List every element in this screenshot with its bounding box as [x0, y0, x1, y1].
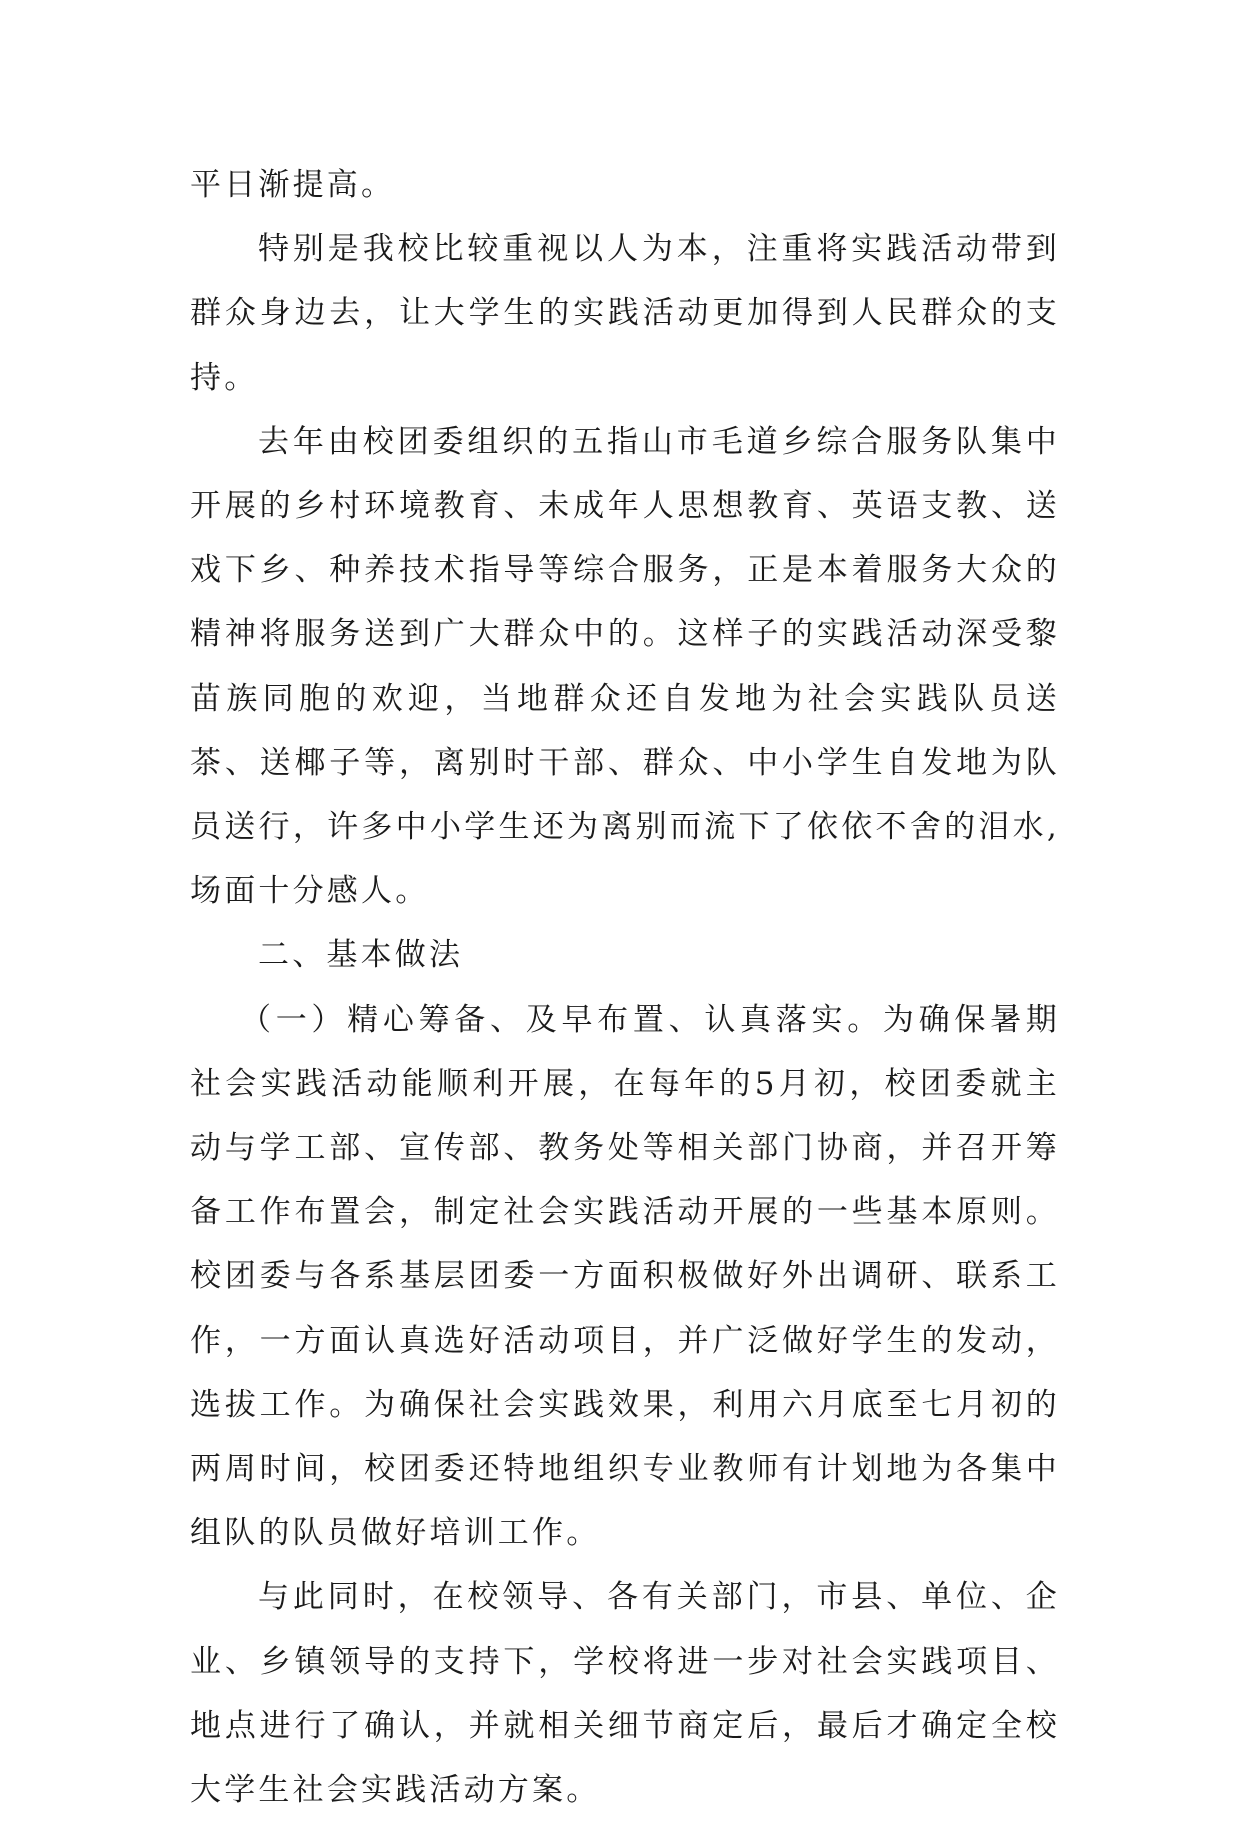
section-heading-basic-methods: 二、基本做法: [258, 937, 464, 974]
document-body: [190, 153, 1060, 1822]
paragraph-wuzhishan-service: 去年由校团委组织的五指山市毛道乡综合服务队集中开展的乡村环境教育、未成年人思想教育、英语支教、送戏下乡、种养技术指导等综合服务，正是本着服务大众的精神将服务送到广大群众中的。这样子的实践活动深受黎苗族同胞的欢迎，当地群众还自发地为社会实践队员送茶、送椰子等，离别时干部、群众、中小学生自发地为队员送行，许多中小学生还为离别而流下了依依不舍的泪水,场面十分感人。: [190, 423, 1060, 910]
paragraph-preparation: （一）精心筹备、及早布置、认真落实。为确保暑期社会实践活动能顺利开展，在每年的5月初，校团委就主动与学工部、宣传部、教务处等相关部门协商，并召开筹备工作布置会，制定社会实践活动开展的一些基本原则。校团委与各系基层团委一方面积极做好外出调研、联系工作，一方面认真选好活动项目，并广泛做好学生的发动，选拔工作。为确保社会实践效果，利用六月底至七月初的两周时间，校团委还特地组织专业教师有计划地为各集中组队的队员做好培训工作。: [190, 1001, 1060, 1552]
paragraph-continuation: 平日渐提高。: [190, 167, 396, 203]
paragraph-people-oriented: 特别是我校比较重视以人为本，注重将实践活动带到群众身边去，让大学生的实践活动更加得到人民群众的支持。: [190, 231, 1060, 396]
paragraph-confirmation: 与此同时，在校领导、各有关部门，市县、单位、企业、乡镇领导的支持下，学校将进一步对社会实践项目、地点进行了确认，并就相关细节商定后，最后才确定全校大学生社会实践活动方案。: [190, 1579, 1060, 1809]
